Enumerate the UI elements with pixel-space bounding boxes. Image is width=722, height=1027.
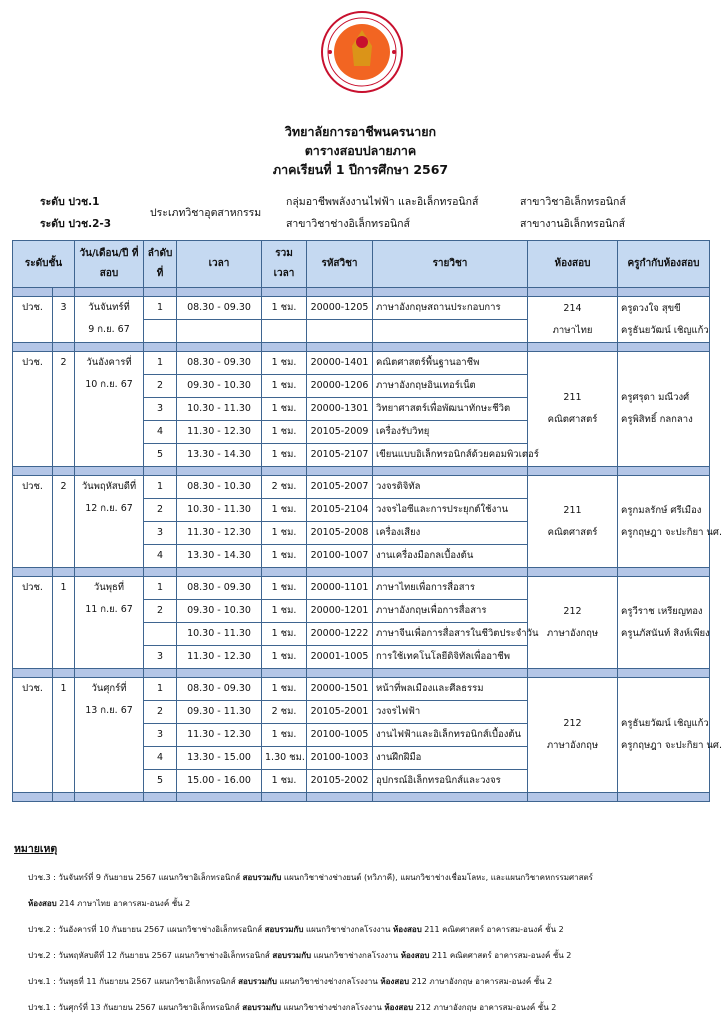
time-cell: 08.30 - 09.30	[177, 577, 262, 600]
separator-cell	[144, 793, 177, 802]
specialization-label: สาขางานอิเล็กทรอนิกส์	[520, 218, 626, 230]
subject-code-cell: 20100-1005	[307, 724, 373, 747]
group-separator	[13, 343, 710, 352]
time-cell: 08.30 - 09.30	[177, 352, 262, 375]
exam-date: 13 ก.ย. 67	[85, 705, 133, 716]
date-cell	[75, 577, 144, 669]
order-cell: 4	[144, 545, 177, 568]
proctor-name: ครูดวงใจ สุขขี	[621, 302, 681, 314]
date-cell	[75, 678, 144, 793]
subject-name-cell: อุปกรณ์อิเล็กทรอนิกส์และวงจร	[373, 770, 528, 793]
subject-name-cell: เครื่องรับวิทยุ	[373, 421, 528, 444]
group-separator	[13, 288, 710, 297]
subject-name-cell: วิทยาศาสตร์เพื่อพัฒนาทักษะชีวิต	[373, 398, 528, 421]
subject-code-cell: 20001-1005	[307, 646, 373, 669]
subject-code-cell: 20000-1301	[307, 398, 373, 421]
separator-cell	[262, 343, 307, 352]
separator-cell	[177, 288, 262, 297]
proctor-cell	[618, 352, 710, 467]
separator-cell	[528, 568, 618, 577]
total-time-cell: 1 ชม.	[262, 375, 307, 398]
separator-cell	[373, 467, 528, 476]
separator-cell	[262, 669, 307, 678]
subject-name-cell: เขียนแบบอิเล็กทรอนิกส์ด้วยคอมพิวเตอร์	[373, 444, 528, 467]
subject-code-cell: 20105-2104	[307, 499, 373, 522]
note-emphasis: สอบรวมกับ	[272, 951, 312, 960]
time-cell: 09.30 - 11.30	[177, 701, 262, 724]
room-number: 211	[563, 392, 582, 403]
document-title: ตารางสอบปลายภาค	[304, 143, 417, 158]
room-cell	[528, 678, 618, 793]
group-separator	[13, 568, 710, 577]
year-cell: 2	[53, 476, 75, 568]
note-text: 211 คณิตศาสตร์ อาคารสม-อนงค์ ชั้น 2	[421, 925, 564, 934]
subject-code-cell: 20105-2107	[307, 444, 373, 467]
subject-code-cell: 20000-1201	[307, 600, 373, 623]
proctor-cell	[618, 577, 710, 669]
branch-label: สาขาวิชาอิเล็กทรอนิกส์	[520, 196, 626, 208]
proctor-name: ครูกมลรักษ์ ศรีเมือง	[621, 504, 702, 516]
separator-cell	[75, 343, 144, 352]
total-time-cell: 1 ชม.	[262, 398, 307, 421]
room-number: 211	[563, 504, 582, 516]
separator-cell	[144, 467, 177, 476]
subject-name-cell: การใช้เทคโนโลยีดิจิทัลเพื่ออาชีพ	[373, 646, 528, 669]
separator-cell	[618, 288, 710, 297]
header-proctor: ครูกำกับห้องสอบ	[618, 241, 710, 288]
room-cell	[528, 352, 618, 467]
group-separator	[13, 793, 710, 802]
proctor-name: ครูธันยวัฒน์ เชิญแก้ว	[621, 324, 709, 336]
proctor-cell	[618, 476, 722, 568]
separator-cell	[262, 793, 307, 802]
separator-cell	[262, 467, 307, 476]
time-cell: 08.30 - 09.30	[177, 297, 262, 320]
separator-cell	[75, 669, 144, 678]
group-label: กลุ่มอาชีพพลังงานไฟฟ้า และอิเล็กทรอนิกส์	[286, 196, 479, 208]
total-time-cell: 1 ชม.	[262, 678, 307, 701]
room-name: ภาษาอังกฤษ	[546, 740, 599, 751]
separator-cell	[528, 288, 618, 297]
total-time-cell: 2 ชม.	[262, 701, 307, 724]
total-time-cell: 1 ชม.	[262, 577, 307, 600]
subject-code-cell: 20105-2007	[307, 476, 373, 499]
order-cell: 1	[144, 577, 177, 600]
note-emphasis: สอบรวมกับ	[238, 977, 277, 986]
separator-cell	[528, 467, 618, 476]
separator-cell	[13, 343, 53, 352]
subject-code-cell: 20105-2009	[307, 421, 373, 444]
subject-name-cell: ภาษาอังกฤษอินเทอร์เน็ต	[373, 375, 528, 398]
note-text: ปวช.3 : วันจันทร์ที่ 9 กันยายน 2567 แผนกวิชาอิเล็กทรอนิกส์	[28, 873, 243, 882]
exam-day: วันอังคารที่	[86, 357, 132, 368]
separator-cell	[307, 669, 373, 678]
room-number: 212	[563, 718, 582, 729]
proctor-name: ครูธันยวัฒน์ เชิญแก้ว	[621, 718, 709, 729]
separator-cell	[618, 793, 710, 802]
level-cell: ปวช.	[13, 297, 53, 343]
note-text: 212 ภาษาอังกฤษ อาคารสม-อนงค์ ชั้น 2	[413, 1003, 557, 1012]
note-line	[28, 975, 714, 988]
total-time-cell: 1 ชม.	[262, 297, 307, 320]
subject-name-cell: งานฝึกฝีมือ	[373, 747, 528, 770]
time-cell: 08.30 - 10.30	[177, 476, 262, 499]
total-time-cell: 1 ชม.	[262, 421, 307, 444]
separator-cell	[177, 669, 262, 678]
separator-cell	[177, 568, 262, 577]
document-header	[0, 122, 721, 179]
table-row	[13, 678, 710, 701]
note-line	[28, 923, 714, 936]
total-time-cell: 1 ชม.	[262, 600, 307, 623]
header-total: รวม เวลา	[262, 241, 307, 288]
note-text: ปวช.1 : วันศุกร์ที่ 13 กันยายน 2567 แผนกวิชาอิเล็กทรอนิกส์	[28, 1003, 243, 1012]
subject-code-cell: 20000-1206	[307, 375, 373, 398]
separator-cell	[373, 793, 528, 802]
subject-name-cell: ภาษาไทยเพื่อการสื่อสาร	[373, 577, 528, 600]
date-cell	[75, 476, 144, 568]
time-cell: 15.00 - 16.00	[177, 770, 262, 793]
order-cell: 2	[144, 499, 177, 522]
room-name: คณิตศาสตร์	[547, 526, 598, 538]
term-label: ภาคเรียนที่ 1 ปีการศึกษา 2567	[272, 162, 449, 177]
exam-day: วันจันทร์ที่	[88, 302, 130, 313]
header-order: ลำดับ ที่	[144, 241, 177, 288]
proctor-name: ครูกฤษฎา จะปะกิยา นศ.	[621, 526, 722, 538]
subject-name-cell: วงจรไอซีและการประยุกต์ใช้งาน	[373, 499, 528, 522]
separator-cell	[618, 568, 710, 577]
separator-cell	[53, 343, 75, 352]
room-name: ภาษาอังกฤษ	[546, 627, 599, 639]
header-subject: รายวิชา	[373, 241, 528, 288]
total-time-cell: 1 ชม.	[262, 444, 307, 467]
room-number: 214	[563, 302, 582, 314]
separator-cell	[177, 343, 262, 352]
proctor-name: ครูกฤษฎา จะปะกิยา นศ.	[621, 740, 722, 751]
subject-name-cell: งานเครื่องมือกลเบื้องต้น	[373, 545, 528, 568]
separator-cell	[75, 568, 144, 577]
subject-code-cell: 20000-1222	[307, 623, 373, 646]
order-cell: 5	[144, 770, 177, 793]
note-emphasis: สอบรวมกับ	[264, 925, 304, 934]
separator-cell	[13, 288, 53, 297]
separator-cell	[528, 793, 618, 802]
major-label: สาขาวิชาช่างอิเล็กทรอนิกส์	[286, 218, 410, 230]
table-row	[13, 577, 710, 600]
room-name: คณิตศาสตร์	[547, 414, 598, 425]
subject-code-cell: 20105-2008	[307, 522, 373, 545]
order-cell: 2	[144, 375, 177, 398]
proctor-name: ครูนภัสนันท์ สิงห์เพียง	[621, 627, 710, 639]
level-cell: ปวช.	[13, 678, 53, 793]
level-1-label: ระดับ ปวช.1	[40, 196, 100, 208]
separator-cell	[528, 669, 618, 678]
order-cell: 1	[144, 476, 177, 499]
empty-cell	[373, 320, 528, 343]
exam-day: วันศุกร์ที่	[91, 683, 127, 694]
time-cell: 11.30 - 12.30	[177, 646, 262, 669]
note-text: แผนกวิชาช่างกลโรงงาน	[311, 951, 401, 960]
note-emphasis: สอบรวมกับ	[242, 873, 282, 882]
room-number: 212	[563, 605, 582, 617]
separator-cell	[373, 288, 528, 297]
group-separator	[13, 467, 710, 476]
separator-cell	[75, 288, 144, 297]
order-cell: 3	[144, 398, 177, 421]
time-cell: 11.30 - 12.30	[177, 522, 262, 545]
separator-cell	[53, 669, 75, 678]
separator-cell	[307, 288, 373, 297]
separator-cell	[13, 669, 53, 678]
subject-code-cell: 20105-2001	[307, 701, 373, 724]
note-line	[28, 949, 714, 962]
total-time-cell: 1 ชม.	[262, 646, 307, 669]
time-cell: 10.30 - 11.30	[177, 623, 262, 646]
time-cell: 09.30 - 10.30	[177, 375, 262, 398]
proctor-cell	[618, 297, 710, 343]
separator-cell	[618, 467, 710, 476]
subject-code-cell: 20000-1205	[307, 297, 373, 320]
empty-cell	[177, 320, 262, 343]
exam-date: 9 ก.ย. 67	[88, 324, 130, 335]
order-cell	[144, 623, 177, 646]
note-text: ปวช.2 : วันอังคารที่ 10 กันยายน 2567 แผนกวิชาช่างอิเล็กทรอนิกส์	[28, 925, 265, 934]
time-cell: 13.30 - 15.00	[177, 747, 262, 770]
separator-cell	[144, 343, 177, 352]
total-time-cell: 1 ชม.	[262, 522, 307, 545]
time-cell: 11.30 - 12.30	[177, 421, 262, 444]
separator-cell	[307, 343, 373, 352]
time-cell: 13.30 - 14.30	[177, 444, 262, 467]
separator-cell	[307, 793, 373, 802]
time-cell: 08.30 - 09.30	[177, 678, 262, 701]
proctor-name: ครูศรุดา มณีวงศ์	[621, 392, 690, 403]
table-header-row	[13, 241, 710, 288]
separator-cell	[53, 793, 75, 802]
order-cell: 3	[144, 724, 177, 747]
exam-date: 10 ก.ย. 67	[85, 379, 133, 390]
note-text: แผนกวิชาช่างช่างยนต์ (ทวิภาคี), แผนกวิชาช่างเชื่อมโลหะ, และแผนกวิชาคหกรรมศาสตร์	[281, 873, 593, 882]
group-separator	[13, 669, 710, 678]
subject-name-cell: เครื่องเสียง	[373, 522, 528, 545]
time-cell: 11.30 - 12.30	[177, 724, 262, 747]
empty-cell	[262, 320, 307, 343]
total-time-cell: 2 ชม.	[262, 476, 307, 499]
order-cell: 3	[144, 646, 177, 669]
level-cell: ปวช.	[13, 577, 53, 669]
exam-date: 11 ก.ย. 67	[85, 604, 133, 615]
header-time: เวลา	[177, 241, 262, 288]
subject-code-cell: 20100-1003	[307, 747, 373, 770]
subject-name-cell: วงจรดิจิทัล	[373, 476, 528, 499]
time-cell: 10.30 - 11.30	[177, 499, 262, 522]
total-time-cell: 1.30 ชม.	[262, 747, 307, 770]
empty-cell	[144, 320, 177, 343]
table-row	[13, 297, 710, 320]
note-text: 212 ภาษาอังกฤษ อาคารสม-อนงค์ ชั้น 2	[409, 977, 553, 986]
subject-name-cell: คณิตศาสตร์พื้นฐานอาชีพ	[373, 352, 528, 375]
subject-code-cell: 20100-1007	[307, 545, 373, 568]
level-cell: ปวช.	[13, 352, 53, 467]
note-text: แผนกวิชาช่างกลโรงงาน	[303, 925, 394, 934]
separator-cell	[618, 343, 710, 352]
subject-code-cell: 20000-1401	[307, 352, 373, 375]
separator-cell	[53, 288, 75, 297]
time-cell: 10.30 - 11.30	[177, 398, 262, 421]
order-cell: 4	[144, 421, 177, 444]
year-cell: 2	[53, 352, 75, 467]
order-cell: 5	[144, 444, 177, 467]
empty-cell	[307, 320, 373, 343]
note-emphasis: ห้องสอบ	[393, 925, 422, 934]
separator-cell	[373, 568, 528, 577]
separator-cell	[13, 568, 53, 577]
exam-day: วันพุธที่	[93, 582, 125, 593]
note-text: แผนกวิชาช่างช่างกลโรงงาน	[280, 1003, 385, 1012]
room-cell	[528, 297, 618, 343]
room-name: ภาษาไทย	[552, 324, 593, 336]
proctor-name: ครูวีราช เหรียญทอง	[621, 605, 703, 617]
subject-name-cell: ภาษาอังกฤษสถานประกอบการ	[373, 297, 528, 320]
note-emphasis: ห้องสอบ	[28, 899, 57, 908]
order-cell: 1	[144, 352, 177, 375]
total-time-cell: 1 ชม.	[262, 352, 307, 375]
separator-cell	[75, 467, 144, 476]
date-cell	[75, 297, 144, 343]
note-text: ปวช.2 : วันพฤหัสบดีที่ 12 กันยายน 2567 แผนกวิชาช่างอิเล็กทรอนิกส์	[28, 951, 273, 960]
total-time-cell: 1 ชม.	[262, 770, 307, 793]
note-line	[28, 897, 714, 910]
separator-cell	[144, 568, 177, 577]
note-text: ปวช.1 : วันพุธที่ 11 กันยายน 2567 แผนกวิชาอิเล็กทรอนิกส์	[28, 977, 239, 986]
separator-cell	[528, 343, 618, 352]
time-cell: 09.30 - 10.30	[177, 600, 262, 623]
header-code: รหัสวิชา	[307, 241, 373, 288]
year-cell: 1	[53, 577, 75, 669]
year-cell: 1	[53, 678, 75, 793]
total-time-cell: 1 ชม.	[262, 545, 307, 568]
note-emphasis: ห้องสอบ	[380, 977, 410, 986]
level-cell: ปวช.	[13, 476, 53, 568]
proctor-cell	[618, 678, 722, 793]
order-cell: 1	[144, 678, 177, 701]
note-emphasis: ห้องสอบ	[400, 951, 430, 960]
separator-cell	[53, 467, 75, 476]
room-cell	[528, 577, 618, 669]
room-cell	[528, 476, 618, 568]
note-emphasis: สอบรวมกับ	[242, 1003, 281, 1012]
subject-code-cell: 20000-1101	[307, 577, 373, 600]
note-text: แผนกวิชาช่างช่างกลโรงงาน	[276, 977, 381, 986]
total-time-cell: 1 ชม.	[262, 724, 307, 747]
separator-cell	[262, 288, 307, 297]
separator-cell	[373, 669, 528, 678]
note-text: 211 คณิตศาสตร์ อาคารสม-อนงค์ ชั้น 2	[429, 951, 572, 960]
exam-day: วันพฤหัสบดีที่	[81, 481, 137, 492]
subject-name-cell: ภาษาอังกฤษเพื่อการสื่อสาร	[373, 600, 528, 623]
level-2-label: ระดับ ปวช.2-3	[40, 218, 112, 230]
time-cell: 13.30 - 14.30	[177, 545, 262, 568]
total-time-cell: 1 ชม.	[262, 623, 307, 646]
header-level: ระดับชั้น	[13, 241, 75, 288]
separator-cell	[307, 568, 373, 577]
separator-cell	[307, 467, 373, 476]
header-room: ห้องสอบ	[528, 241, 618, 288]
separator-cell	[53, 568, 75, 577]
separator-cell	[262, 568, 307, 577]
separator-cell	[13, 467, 53, 476]
category-label: ประเภทวิชาอุตสาหกรรม	[150, 207, 262, 219]
college-seal-logo	[320, 10, 404, 94]
separator-cell	[618, 669, 710, 678]
separator-cell	[144, 288, 177, 297]
notes-section	[14, 840, 714, 1027]
subject-code-cell: 20000-1501	[307, 678, 373, 701]
exam-schedule-table	[12, 240, 722, 802]
note-line	[28, 1001, 714, 1014]
proctor-name: ครูพิสิทธิ์ กลกลาง	[621, 414, 693, 425]
separator-cell	[177, 467, 262, 476]
subject-name-cell: หน้าที่พลเมืองและศีลธรรม	[373, 678, 528, 701]
date-cell	[75, 352, 144, 467]
order-cell: 2	[144, 701, 177, 724]
note-line	[28, 871, 714, 884]
table-row	[13, 476, 710, 499]
total-time-cell: 1 ชม.	[262, 499, 307, 522]
order-cell: 2	[144, 600, 177, 623]
order-cell: 1	[144, 297, 177, 320]
notes-heading: หมายเหตุ	[14, 843, 58, 855]
year-cell: 3	[53, 297, 75, 343]
separator-cell	[13, 793, 53, 802]
note-text: 214 ภาษาไทย อาคารสม-อนงค์ ชั้น 2	[56, 899, 191, 908]
table-row	[13, 352, 710, 375]
exam-date: 12 ก.ย. 67	[85, 503, 133, 514]
separator-cell	[177, 793, 262, 802]
order-cell: 4	[144, 747, 177, 770]
order-cell: 3	[144, 522, 177, 545]
header-date: วัน/เดือน/ปี ที่สอบ	[75, 241, 144, 288]
subject-code-cell: 20105-2002	[307, 770, 373, 793]
subject-name-cell: ภาษาจีนเพื่อการสื่อสารในชีวิตประจำวัน	[373, 623, 528, 646]
separator-cell	[75, 793, 144, 802]
note-emphasis: ห้องสอบ	[384, 1003, 414, 1012]
college-name: วิทยาลัยการอาชีพนครนายก	[284, 124, 437, 139]
subject-name-cell: งานไฟฟ้าและอิเล็กทรอนิกส์เบื้องต้น	[373, 724, 528, 747]
separator-cell	[373, 343, 528, 352]
subject-name-cell: วงจรไฟฟ้า	[373, 701, 528, 724]
separator-cell	[144, 669, 177, 678]
